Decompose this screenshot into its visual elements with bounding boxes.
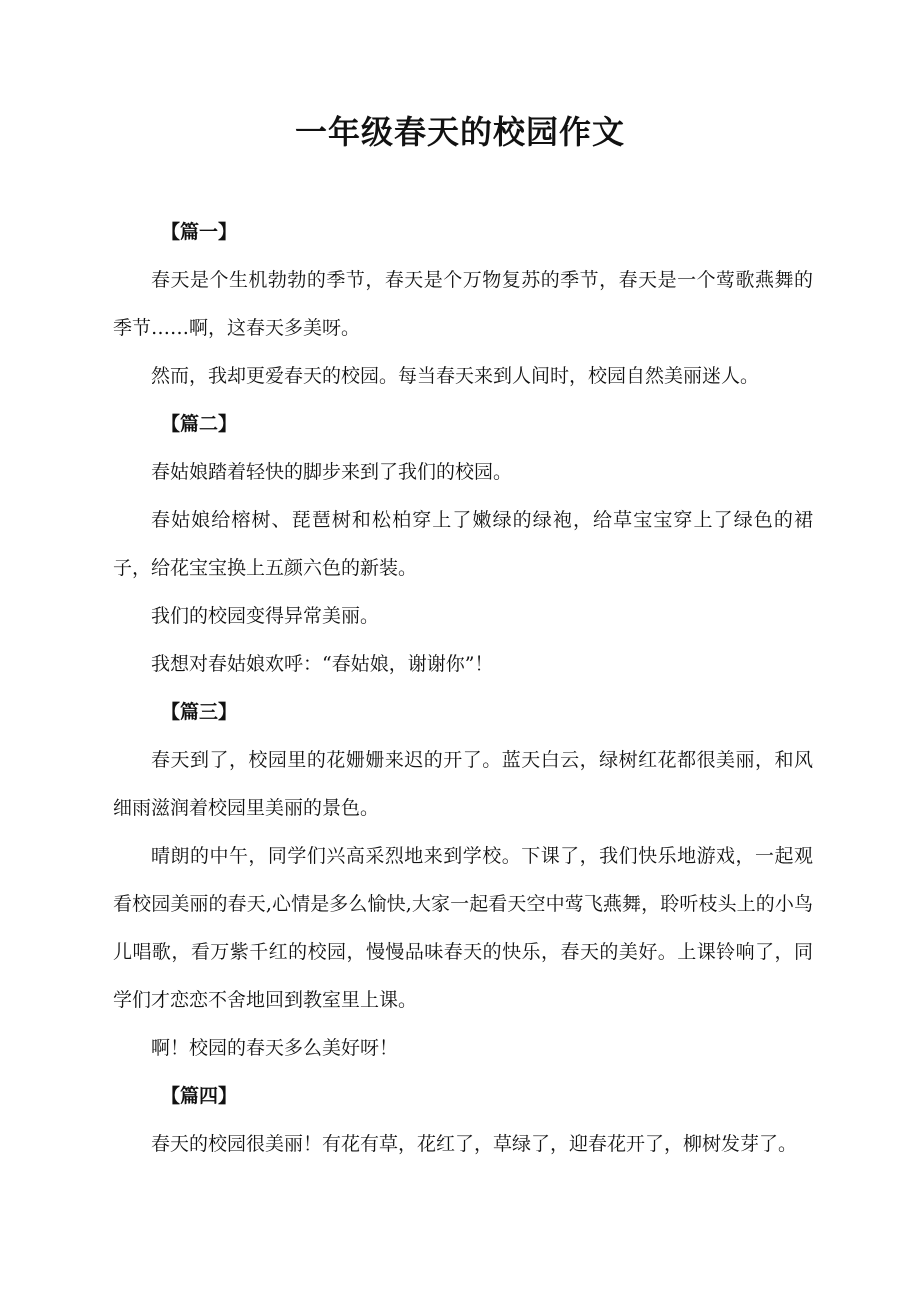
section-label-4: 【篇四】	[161, 1085, 238, 1107]
paragraph-4-1: 春天的校园很美丽！有花有草，花红了，草绿了，迎春花开了，柳树发芽了。	[151, 1133, 798, 1155]
section-label-1: 【篇一】	[161, 221, 238, 243]
document-title: 一年级春天的校园作文	[294, 113, 625, 151]
section-label-2: 【篇二】	[161, 413, 238, 435]
paragraph-1-2: 然而，我却更爱春天的校园。每当春天来到人间时，校园自然美丽迷人。	[151, 365, 760, 387]
paragraph-3-3: 啊！校园的春天多么美好呀！	[151, 1037, 399, 1059]
paragraph-1-1: 春天是个生机勃勃的季节，春天是个万物复苏的季节，春天是一个莺歌燕舞的季节……啊，这春天多美呀。	[113, 269, 813, 339]
paragraph-3-2: 晴朗的中午，同学们兴高采烈地来到学校。下课了，我们快乐地游戏，一起观看校园美丽的春天,心情是多么愉快,大家一起看天空中莺飞燕舞，聆听枝头上的小鸟儿唱歌，看万紫千红的校园，慢慢品味春天的快乐，春天的美好。上课铃响了，同学们才恋恋不舍地回到教室里上课。	[113, 845, 813, 1011]
paragraph-3-1: 春天到了，校园里的花姗姗来迟的开了。蓝天白云，绿树红花都很美丽，和风细雨滋润着校园里美丽的景色。	[113, 749, 813, 819]
paragraph-2-2: 春姑娘给榕树、琵琶树和松柏穿上了嫩绿的绿袍，给草宝宝穿上了绿色的裙子，给花宝宝换上五颜六色的新装。	[113, 509, 813, 579]
paragraph-2-4: 我想对春姑娘欢呼：“春姑娘，谢谢你”！	[151, 653, 494, 675]
paragraph-2-1: 春姑娘踏着轻快的脚步来到了我们的校园。	[151, 461, 513, 483]
paragraph-2-3: 我们的校园变得异常美丽。	[151, 605, 380, 627]
document-body	[113, 208, 813, 1168]
section-label-3: 【篇三】	[161, 701, 238, 723]
